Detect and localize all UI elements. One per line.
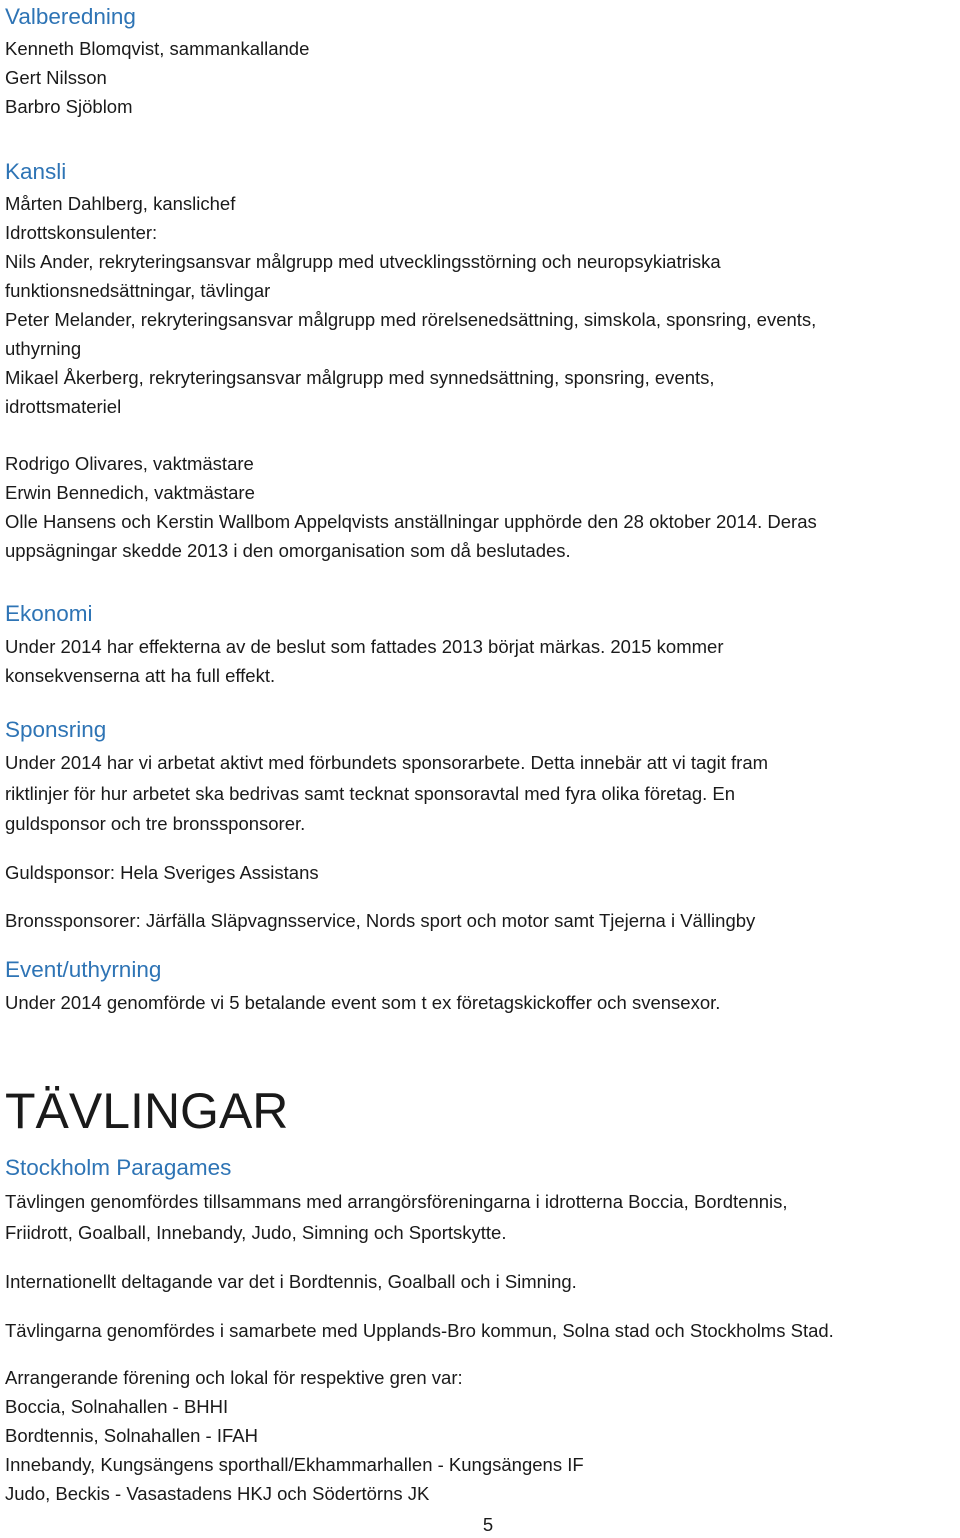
kansli-line: Mårten Dahlberg, kanslichef xyxy=(5,193,236,214)
page-number: 5 xyxy=(482,1514,494,1535)
arranger-item: Bordtennis, Solnahallen - IFAH xyxy=(5,1425,258,1446)
heading-paragames: Stockholm Paragames xyxy=(5,1155,232,1180)
sponsring-line: riktlinjer för hur arbetet ska bedrivas samt tecknat sponsoravtal med fyra olika företag. En xyxy=(5,782,736,804)
heading-ekonomi: Ekonomi xyxy=(5,601,93,626)
arranger-item: Boccia, Solnahallen - BHHI xyxy=(5,1396,229,1417)
arranger-item: Innebandy, Kungsängens sporthall/Ekhammarhallen - Kungsängens IF xyxy=(5,1454,584,1475)
kansli-line: Nils Ander, rekryteringsansvar målgrupp med utvecklingsstörning och neuropsykiatriska xyxy=(5,251,721,272)
heading-kansli: Kansli xyxy=(5,159,67,184)
arrangers-list xyxy=(5,1363,584,1508)
kansli-line: funktionsnedsättningar, tävlingar xyxy=(5,280,271,301)
arrangers-heading: Arrangerande förening och lokal för respektive gren var: xyxy=(5,1367,463,1388)
arranger-item: Judo, Beckis - Vasastadens HKJ och Södertörns JK xyxy=(5,1483,430,1504)
guldsponsor-text: Guldsponsor: Hela Sveriges Assistans xyxy=(5,862,319,883)
section-event xyxy=(5,955,720,1017)
member-line: Gert Nilsson xyxy=(5,67,107,88)
section-valberedning xyxy=(5,2,309,121)
kansli-note-line: Olle Hansens och Kerstin Wallbom Appelqvists anställningar upphörde den 28 oktober 2014. Deras xyxy=(5,511,817,532)
paragames-intro-line: Tävlingen genomfördes tillsammans med arrangörsföreningarna i idrotterna Boccia, Bordtennis, xyxy=(5,1191,788,1212)
heading-tavlingar: TÄVLINGAR xyxy=(5,1083,289,1139)
sponsring-line: Under 2014 har vi arbetat aktivt med förbundets sponsorarbete. Detta innebär att vi tagit fram xyxy=(5,752,769,773)
cooperation-text: Tävlingarna genomfördes i samarbete med Upplands-Bro kommun, Solna stad och Stockholms Stad. xyxy=(5,1320,834,1341)
member-line: Barbro Sjöblom xyxy=(5,96,133,117)
sponsring-line: guldsponsor och tre bronssponsorer. xyxy=(5,813,306,834)
kansli-staff xyxy=(5,449,817,565)
staff-line: Erwin Bennedich, vaktmästare xyxy=(5,482,255,503)
heading-sponsring: Sponsring xyxy=(5,717,107,742)
kansli-line: Mikael Åkerberg, rekryteringsansvar målgrupp med synnedsättning, sponsring, events, xyxy=(5,367,715,388)
section-paragames xyxy=(5,1153,788,1248)
bronssponsor-text: Bronssponsorer: Järfälla Släpvagnsservice, Nords sport och motor samt Tjejerna i Vällingby xyxy=(5,910,756,931)
ekonomi-line: konsekvenserna att ha full effekt. xyxy=(5,665,276,686)
section-kansli xyxy=(5,157,816,421)
member-line: Kenneth Blomqvist, sammankallande xyxy=(5,38,310,59)
staff-line: Rodrigo Olivares, vaktmästare xyxy=(5,453,254,474)
heading-event: Event/uthyrning xyxy=(5,957,162,982)
section-ekonomi xyxy=(5,599,723,690)
heading-valberedning: Valberedning xyxy=(5,4,136,29)
section-sponsring xyxy=(5,715,768,840)
event-text: Under 2014 genomförde vi 5 betalande event som t ex företagskickoffer och svensexor. xyxy=(5,992,721,1013)
ekonomi-line: Under 2014 har effekterna av de beslut som fattades 2013 börjat märkas. 2015 kommer xyxy=(5,636,724,657)
kansli-note-line: uppsägningar skedde 2013 i den omorganisation som då beslutades. xyxy=(5,540,571,561)
international-text: Internationellt deltagande var det i Bordtennis, Goalball och i Simning. xyxy=(5,1271,577,1292)
kansli-line: uthyrning xyxy=(5,338,82,359)
kansli-line: Peter Melander, rekryteringsansvar målgrupp med rörelsenedsättning, simskola, sponsring, events, xyxy=(5,309,817,330)
paragames-intro-line: Friidrott, Goalball, Innebandy, Judo, Simning och Sportskytte. xyxy=(5,1221,507,1243)
kansli-line: Idrottskonsulenter: xyxy=(5,222,158,243)
kansli-line: idrottsmateriel xyxy=(5,396,122,417)
